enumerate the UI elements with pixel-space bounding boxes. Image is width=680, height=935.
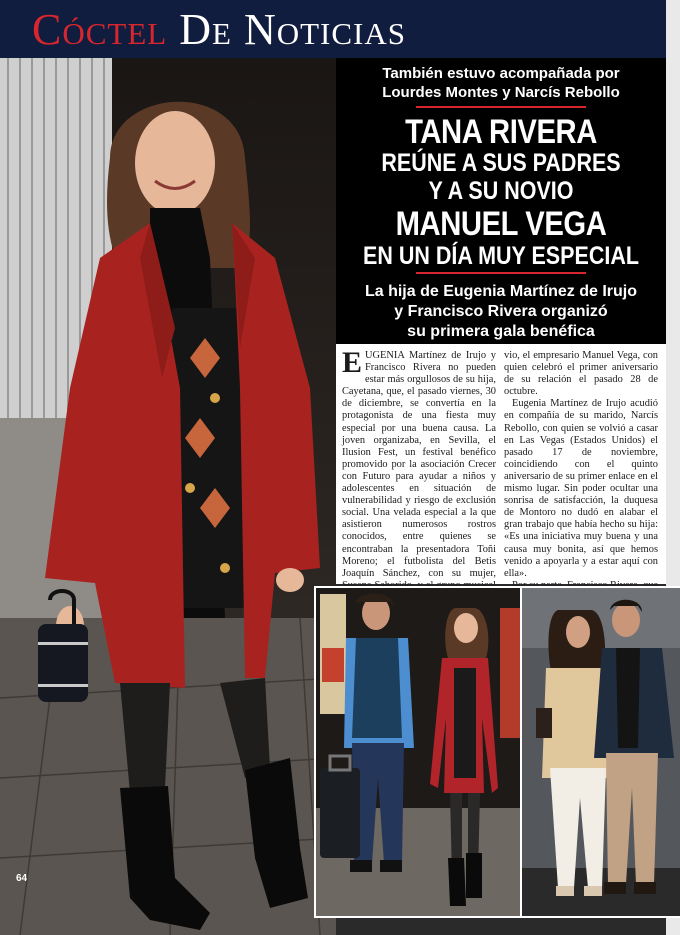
- kicker-line-1: También estuvo acompañada por: [382, 65, 620, 82]
- headline-block: [336, 58, 666, 344]
- section-title-word1: Cóctel: [32, 5, 168, 54]
- section-header: [0, 0, 666, 58]
- photo-couple-illustration: [522, 588, 680, 916]
- page-number: 64: [16, 873, 28, 884]
- drop-cap: E: [342, 346, 363, 379]
- subhead-line-3: su primera gala benéfica: [407, 323, 595, 340]
- headline-line-2: REÚNE A SUS PADRES: [381, 149, 621, 177]
- headline-line-3: Y A SU NOVIO: [428, 177, 574, 205]
- photo-father-daughter-illustration: [316, 588, 522, 916]
- section-title-word2: De Noticias: [179, 5, 406, 54]
- subhead-line-2: y Francisco Rivera organizó: [394, 303, 608, 320]
- subhead-line-1: La hija de Eugenia Martínez de Irujo: [364, 283, 638, 300]
- main-photo-illustration: [0, 58, 336, 935]
- headline-name: TANA RIVERA: [405, 113, 597, 151]
- section-title: [32, 6, 406, 54]
- photo-father-daughter: [314, 586, 524, 918]
- subheadline: [346, 282, 656, 342]
- article-body: [336, 344, 666, 584]
- main-photo: [0, 58, 336, 935]
- photo-couple: [520, 586, 680, 918]
- kicker-line-2: Lourdes Montes y Narcís Rebollo: [382, 84, 620, 101]
- paragraph-text: UGENIA Martínez de Irujo y Francisco Rivera no pueden estar más orgullosos de su hija, Cayetana, que, el pasado viernes, 30 de diciembre, se convertía en la protagonista de una fiesta muy especial por una buena causa. La joven organizaba, en Sevilla, el Ilusion Fest, un festival benéfico promovido por la asociación Crecer con Futuro para ayudar a niños y adolescentes en situación de vulnerabilidad y riesgo de exclusión social. Una velada especial a la que asistieron numerosos rostros conocidos, entre quienes se encontraban la presentadora Toñi Moreno; el futbolista del Betis Joaquín Sánchez, con su mujer,: [342, 350, 496, 579]
- headline-line-5: EN UN DÍA MUY ESPECIAL: [363, 242, 639, 270]
- handbag-icon: [30, 588, 94, 708]
- article-paragraph: Eugenia Martínez de Irujo acudió en compañía de su marido, Narcís Rebollo, con quien se volvió a casar en Las Vegas (Estados Unidos) el pasado 17 de noviembre, coincidiendo con el quinto aniversario de su primer enlace en el mismo lugar. Sin poder ocultar una sonrisa de satisfacción, la duquesa de Montoro no dudó en alabar el gran trabajo que había hecho su hija: «Es una iniciativa muy buena y una causa muy bonita, así que hemos venido a apoyarla y a estar aquí con ella».: [504, 398, 658, 579]
- article-paragraph: vio, el empresario Manuel Vega, con quien celebró el primer aniversario de su relación el pasado 28 de octubre.: [504, 350, 658, 398]
- kicker: [336, 64, 666, 102]
- headline-boyfriend-name: MANUEL VEGA: [395, 205, 607, 243]
- red-rule-bottom: [416, 272, 586, 274]
- red-rule-top: [416, 106, 586, 108]
